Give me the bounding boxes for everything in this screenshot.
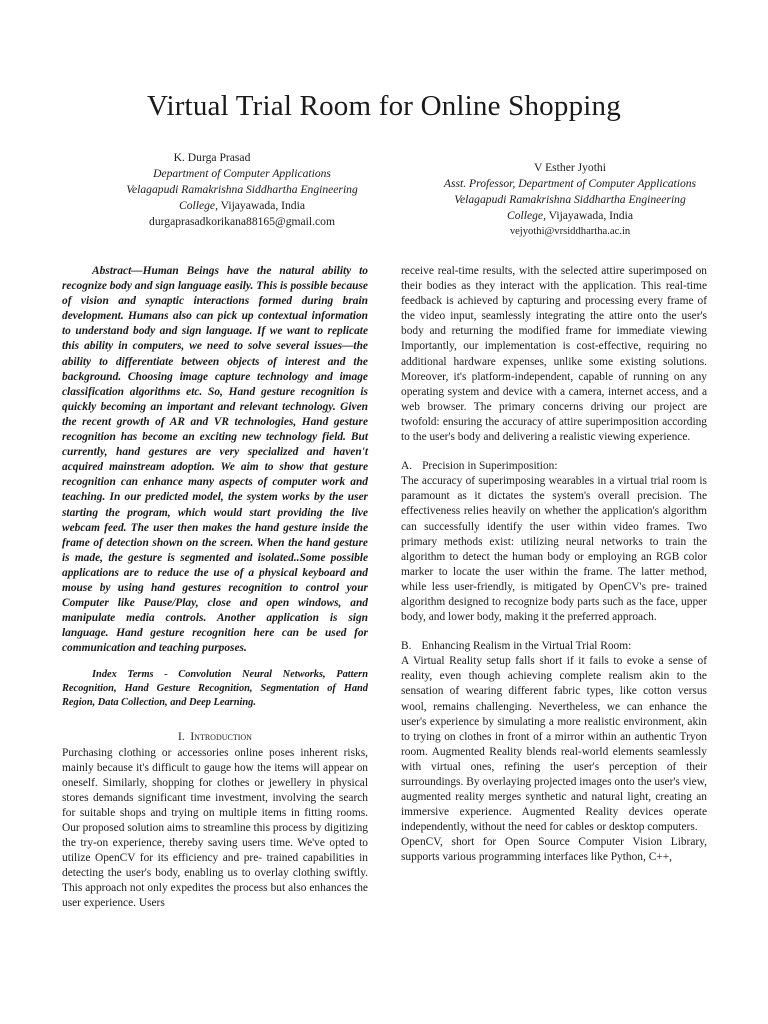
author-institution: Velagapudi Ramakrishna Siddhartha Engineering [126, 183, 358, 196]
author-institution: Velagapudi Ramakrishna Siddhartha Engineering [454, 193, 686, 206]
index-terms: Index Terms - Convolution Neural Networks, Pattern Recognition, Hand Gesture Recognition, Segmentation of Hand Region, Data Collection, and Deep Learning. [62, 669, 368, 709]
introduction-continued: receive real-time results, with the selected attire superimposed on their bodies as they interact with the application. This real-time feedback is achieved by capturing and processing every frame of the video input, seamlessly integrating the attire onto the user's body and returning the modified frame for immediate viewing Importantly, our implementation is cost-effective, requiring no additional hardware expenses, unlike some existing solutions. Moreover, it's platform-independent, capable of running on any operating system and device with a camera, internet access, and a web browser. The primary concerns driving our project are twofold: ensuring the accuracy of attire superimposition according to the user's body and delivering a realistic viewing experience. [401, 265, 707, 444]
author-block-2 [410, 160, 730, 240]
paper-title: Virtual Trial Room for Online Shopping [147, 90, 621, 122]
section-heading-introduction: I. Introduction [178, 731, 252, 744]
subsection-heading-a: A. Precision in Superimposition: [401, 460, 558, 473]
author-department: Department of Computer Applications [153, 167, 331, 180]
author-name: K. Durga Prasad [173, 151, 251, 164]
subsection-b-text: A Virtual Reality setup falls short if it fails to evoke a sense of reality, even though achieving complete realism akin to the sensation of wearing different fabric types, like cotton versus wool, remains challenging. Nevertheless, we can enhance the user's experience by simulating a more realistic environment, akin to trying on clothes in front of a mirror within an authentic Tryon room. Augmented Reality blends real-world elements seamlessly with virtual ones, refining the user's perception of their surroundings. By overlaying projected images onto the user's view, augmented reality merges synthetic and natural light, creating an immersive experience. Augmented Reality devices operate independently, without the need for cables or desktop computers. [401, 655, 707, 834]
subsection-a-text: The accuracy of superimposing wearables in a virtual trial room is paramount as it dictates the system's overall precision. The effectiveness relies heavily on whether the application's algorithm can successfully identify the user within video frames. Two primary methods exist: utilizing neural networks to train the algorithm to detect the human body or employing an RGB color marker to locate the user within the frame. The latter method, while less user-friendly, is mitigated by OpenCV's pre- trained algorithm designed to recognize body parts such as the face, upper body, and lower body, making it the preferred approach. [401, 475, 707, 624]
author-location: College, Vijayawada, India [179, 199, 305, 212]
author-email: vejyothi@vrsiddhartha.ac.in [509, 226, 631, 237]
author-name: V Esther Jyothi [534, 161, 606, 174]
author-block-1 [92, 150, 392, 230]
author-email: durgaprasadkorikana88165@gmail.com [149, 215, 335, 228]
author-location: College, Vijayawada, India [507, 209, 633, 222]
abstract: Abstract—Human Beings have the natural ability to recognize body and sign language easily. This is possible because of vision and synaptic interactions formed during brain development. Humans also can pick up contextual information to understand body and sign language. If we want to replicate this ability in computers, we need to solve several issues—the ability to differentiate between objects of interest and the background. Choosing image capture technology and image classification algorithms etc. So, Hand gesture recognition is quickly becoming an important and relevant technology. Given the recent growth of AR and VR technologies, Hand gesture recognition has become an exciting new technology field. But currently, hand gestures are very specialized and haven't acquired mainstream adoption. We aim to show that gesture recognition can enhance many aspects of computer work and teaching. In our predicted model, the system works by the user starting the program, which would start providing the live webcam feed. The user then makes the hand gesture inside the frame of detection shown on the screen. When the hand gesture is made, the gesture is segmented and isolated..Some possible applications are to reduce the use of a physical keyboard and mouse by using hand gestures recognition to control your Computer like Pause/Play, close and open windows, and manipulate media controls. Another application is sign language. Hand gesture recognition here can be used for communication and teaching purposes. [62, 265, 368, 655]
left-column [62, 264, 368, 912]
author-department: Asst. Professor, Department of Computer Applications [443, 177, 697, 190]
right-column [401, 264, 707, 866]
introduction-text: Purchasing clothing or accessories online poses inherent risks, mainly because it's difficult to gauge how the items will appear on oneself. Similarly, shopping for clothes or jewellery in physical stores demands significant time investment, involving the search for suitable shops and trying on multiple items in fitting rooms. Our proposed solution aims to streamline this process by digitizing the try-on experience, thereby saving users time. We've opted to utilize OpenCV for its efficiency and pre- trained capabilities in detecting the user's body, enabling us to overlay clothing swiftly. This approach not only expedites the process but also enhances the user experience. Users [62, 746, 368, 910]
subsection-heading-b: B. Enhancing Realism in the Virtual Trial Room: [401, 640, 632, 653]
subsection-b-text-2: OpenCV, short for Open Source Computer Vision Library, supports various programming interfaces like Python, C++, [401, 836, 707, 864]
